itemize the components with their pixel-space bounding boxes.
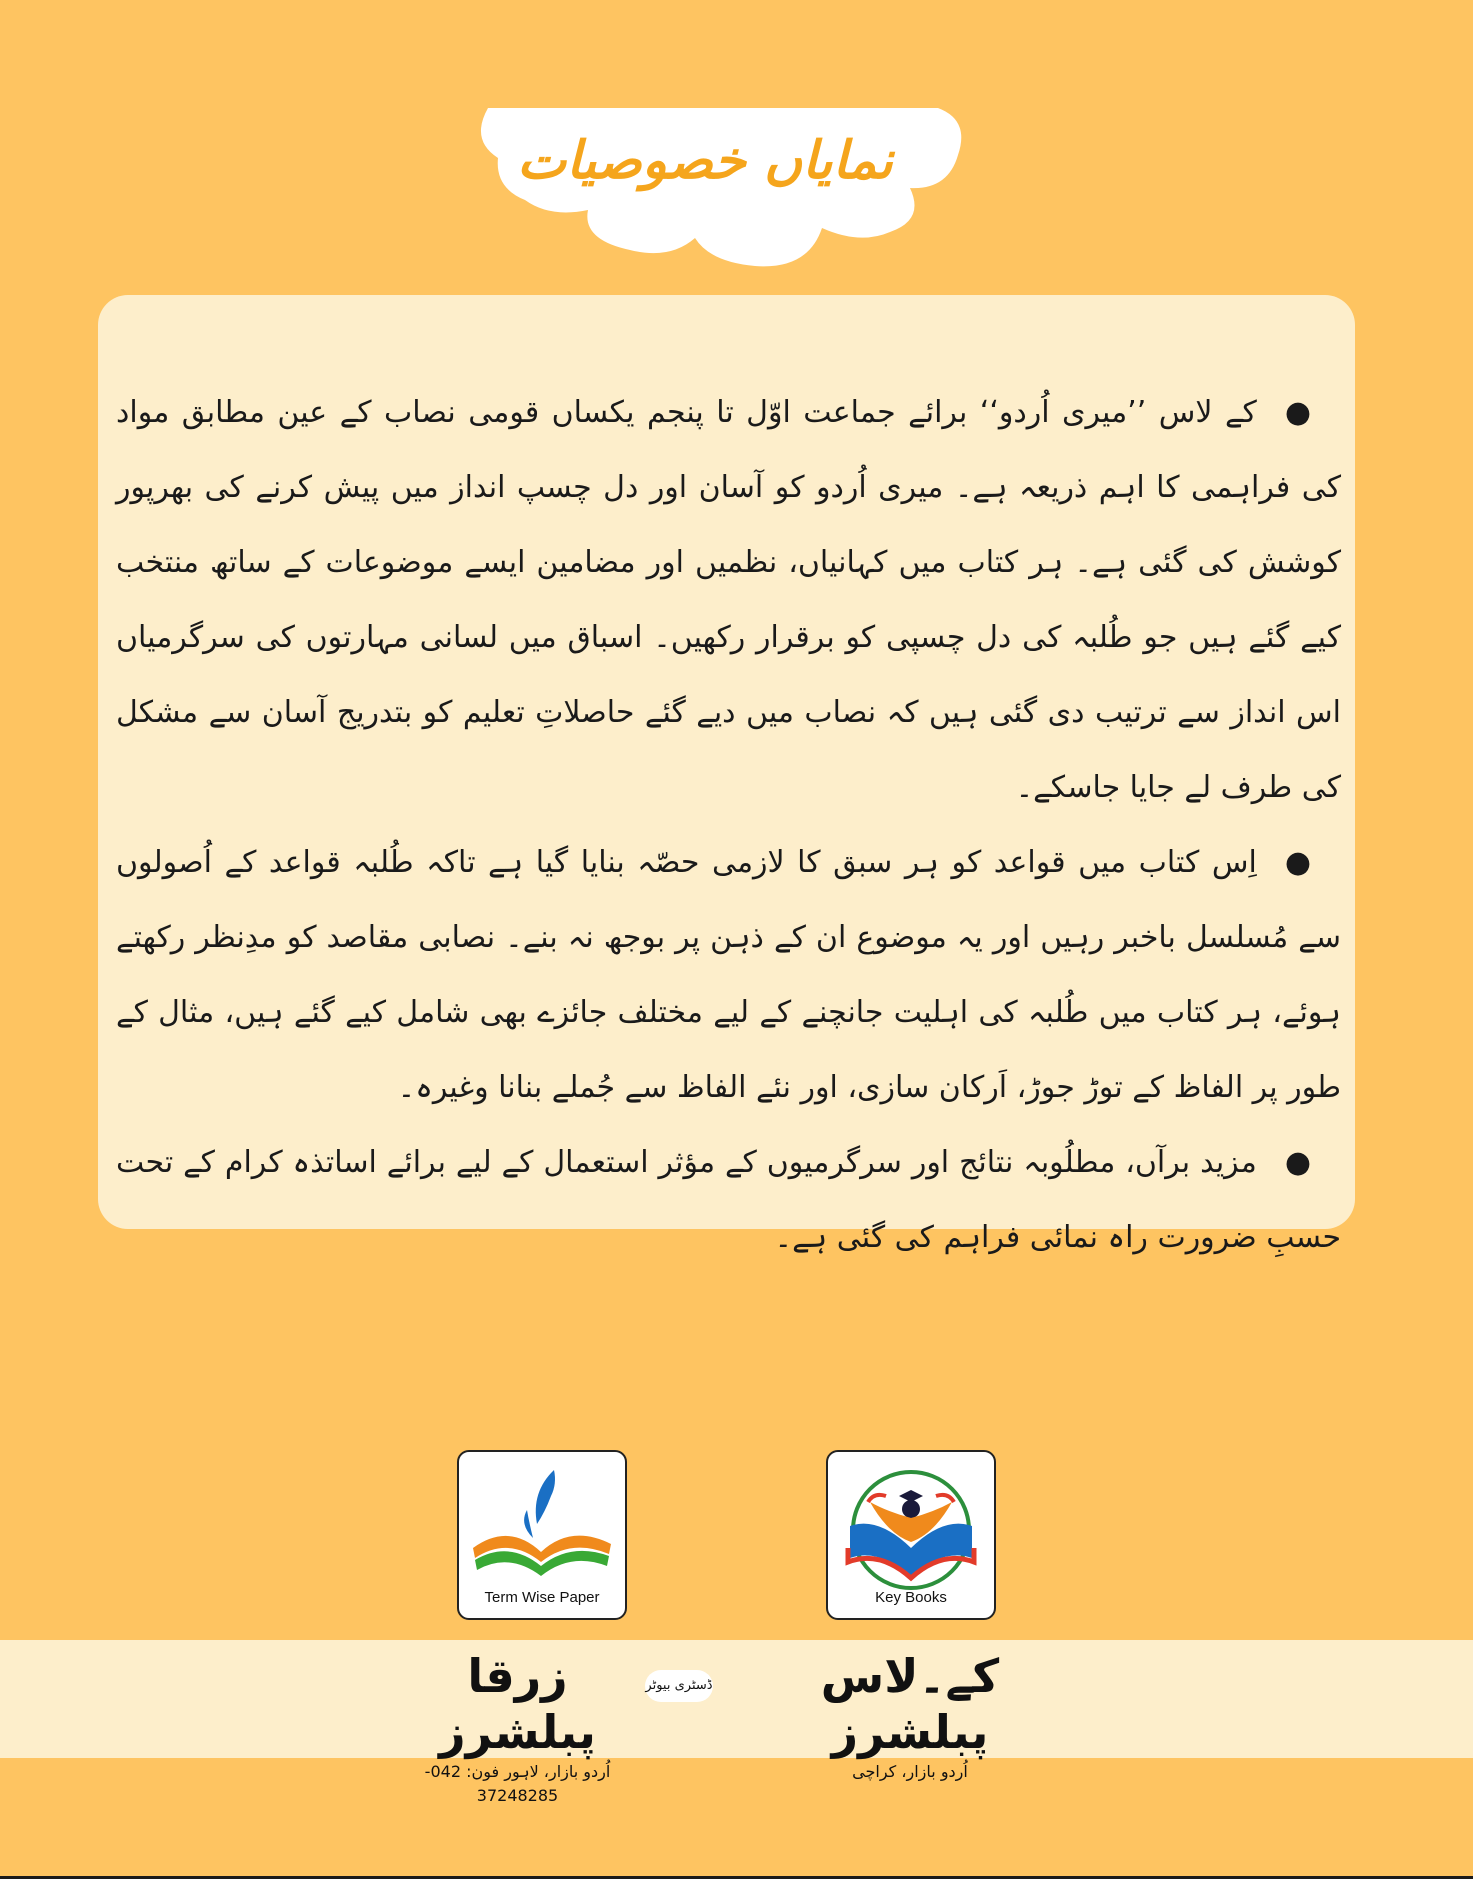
- feature-text: مزید برآں، مطلُوبہ نتائج اور سرگرمیوں کے مؤثر استعمال کے لیے برائے اساتذہ کرام کے تحت حسبِ ضرورت راہ نمائی فراہم کی گئی ہے۔: [116, 1145, 1341, 1255]
- feature-text: کے لاس ’’میری اُردو‘‘ برائے جماعت اوّل تا پنجم یکساں قومی نصاب کے عین مطابق مواد کی فراہمی کا اہم ذریعہ ہے۔ میری اُردو کو آسان اور دل چسپ انداز میں پیش کرنے کی بھرپور کوشش کی گئی ہے۔ ہر کتاب میں کہانیاں، نظمیں اور مضامین ایسے موضوعات کے ساتھ منتخب کیے گئے ہیں جو طُلبہ کی دل چسپی کو برقرار رکھیں۔ اسباق میں لسانی مہارتوں کی سرگرمیاں اس انداز سے ترتیب دی گئی ہیں کہ نصاب میں دیے گئے حاصلاتِ تعلیم کو بتدریج آسان سے مشکل کی طرف لے جایا جاسکے۔: [116, 395, 1341, 805]
- page-title: نمایاں خصوصیات: [517, 130, 893, 191]
- klass-name: کے۔لاس پبلشرز: [820, 1649, 1000, 1759]
- feature-text: اِس کتاب میں قواعد کو ہر سبق کا لازمی حصّہ بنایا گیا ہے تاکہ طُلبہ قواعد کے اُصولوں سے مُسلسل باخبر رہیں اور یہ موضوع ان کے ذہن پر بوجھ نہ بنے۔ نصابی مقاصد کو مدِنظر رکھتے ہوئے، ہر کتاب میں طُلبہ کی اہلیت جانچنے کے لیے مختلف جائزے بھی شامل کیے گئے ہیں، مثال کے طور پر الفاظ کے توڑ جوڑ، اَرکان سازی، اور نئے الفاظ سے جُملے بنانا وغیرہ۔: [116, 845, 1341, 1105]
- feature-paragraph: [116, 1125, 1341, 1275]
- klass-publishers: [760, 1648, 1060, 1784]
- zarqa-name: زرقا پبلشرز: [439, 1649, 596, 1759]
- distributor-badge: ڈسٹری بیوٹر: [645, 1670, 713, 1702]
- bullet-icon: ●: [1284, 395, 1311, 430]
- bullet-icon: ●: [1284, 845, 1311, 880]
- term-wise-paper-logo: [457, 1450, 627, 1620]
- term-wise-caption: Term Wise Paper: [484, 1589, 600, 1606]
- publisher-footer: [0, 1640, 1473, 1758]
- features-panel: [98, 295, 1355, 1255]
- features-text: [116, 375, 1341, 1275]
- feature-paragraph: [116, 375, 1341, 825]
- key-books-caption: Key Books: [875, 1589, 947, 1606]
- feature-paragraph: [116, 825, 1341, 1125]
- key-books-logo: [826, 1450, 996, 1620]
- bullet-icon: ●: [1284, 1145, 1311, 1180]
- klass-address: اُردو بازار، کراچی: [852, 1762, 968, 1781]
- zarqa-address: اُردو بازار، لاہور فون: 042-37248285: [424, 1762, 611, 1805]
- title-cloud: [470, 100, 970, 275]
- zarqa-publishers: [395, 1648, 640, 1808]
